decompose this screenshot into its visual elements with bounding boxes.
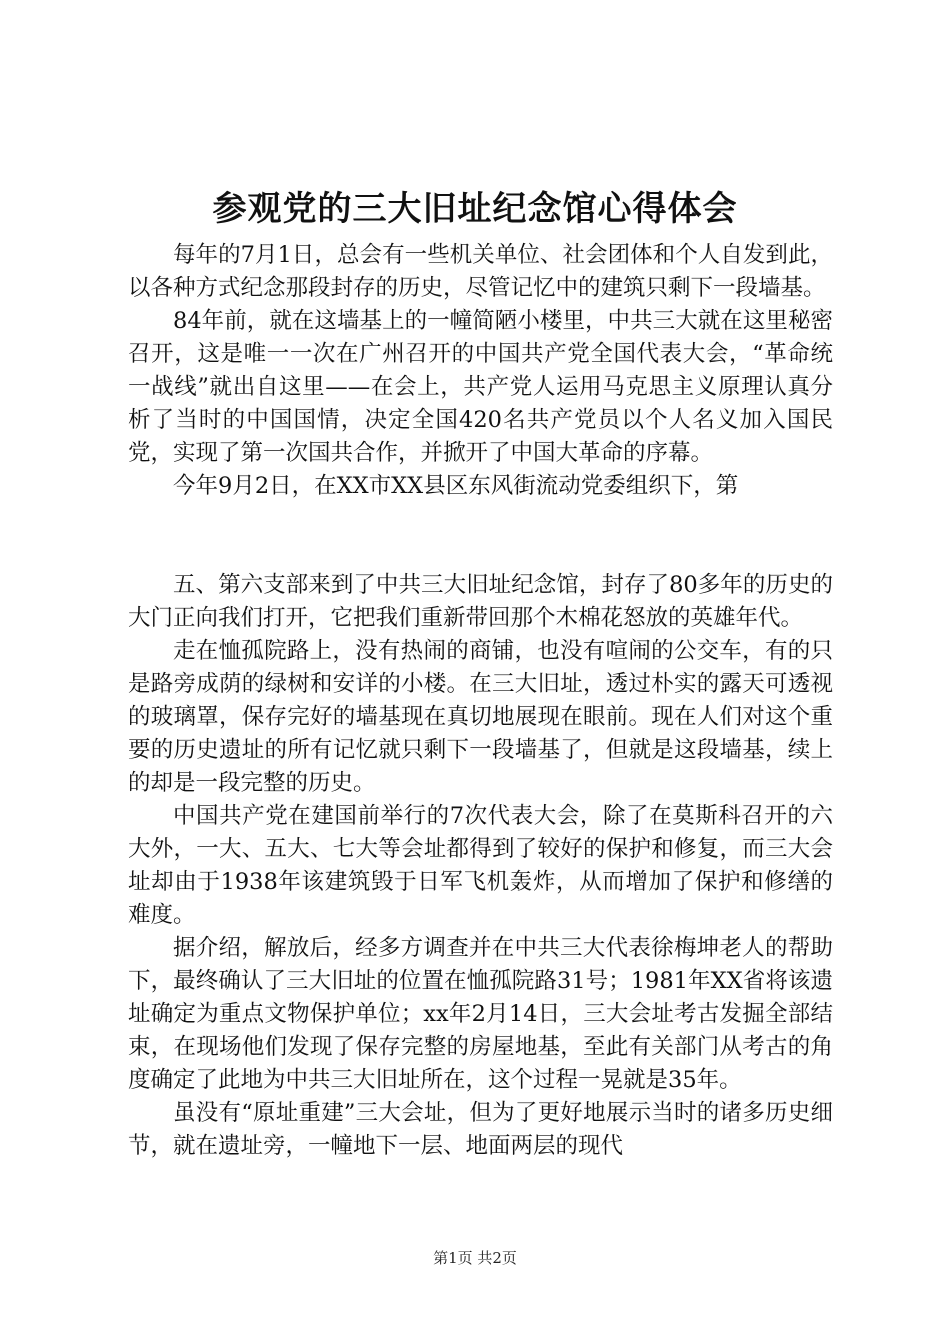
paragraph: 据介绍，解放后，经多方调查并在中共三大代表徐梅坤老人的帮助下，最终确认了三大旧址的位置在恤孤院路31号；1981年XX省将该遗址确定为重点文物保护单位；xx年2月14日，三大会址考古发掘全部结束，在现场他们发现了保存完整的房屋地基，至此有关部门从考古的角度确定了此地为中共三大旧址所在，这个过程一晃就是35年。 xyxy=(128,935,833,1093)
document-title: 参观党的三大旧址纪念馆心得体会 xyxy=(212,189,738,229)
paragraph: 走在恤孤院路上，没有热闹的商铺，也没有喧闹的公交车，有的只是路旁成荫的绿树和安详的小楼。在三大旧址，透过朴实的露天可透视的玻璃罩，保存完好的墙基现在真切地展现在眼前。现在人们对这个重要的历史遗址的所有记忆就只剩下一段墙基了，但就是这段墙基，续上的却是一段完整的历史。 xyxy=(128,638,833,796)
paragraph: 今年9月2日，在XX市XX县区东风街流动党委组织下，第 xyxy=(173,473,739,499)
body-section-2 xyxy=(128,569,833,1163)
paragraph: 五、第六支部来到了中共三大旧址纪念馆，封存了80多年的历史的大门正向我们打开，它把我们重新带回那个木棉花怒放的英雄年代。 xyxy=(128,572,833,631)
paragraph: 每年的7月1日，总会有一些机关单位、社会团体和个人自发到此，以各种方式纪念那段封存的历史，尽管记忆中的建筑只剩下一段墙基。 xyxy=(128,242,833,301)
page-number-footer: 第1页 共2页 xyxy=(433,1249,517,1267)
paragraph: 虽没有“原址重建”三大会址，但为了更好地展示当时的诸多历史细节，就在遗址旁，一幢地下一层、地面两层的现代 xyxy=(128,1100,833,1159)
paragraph: 84年前，就在这墙基上的一幢简陋小楼里，中共三大就在这里秘密召开，这是唯一一次在广州召开的中国共产党全国代表大会，“革命统一战线”就出自这里——在会上，共产党人运用马克思主义原理认真分析了当时的中国国情，决定全国420名共产党员以个人名义加入国民党，实现了第一次国共合作，并掀开了中国大革命的序幕。 xyxy=(128,308,833,466)
paragraph: 中国共产党在建国前举行的7次代表大会，除了在莫斯科召开的六大外，一大、五大、七大等会址都得到了较好的保护和修复，而三大会址却由于1938年该建筑毁于日军飞机轰炸，从而增加了保护和修缮的难度。 xyxy=(128,803,833,928)
body-section-1 xyxy=(128,239,833,503)
